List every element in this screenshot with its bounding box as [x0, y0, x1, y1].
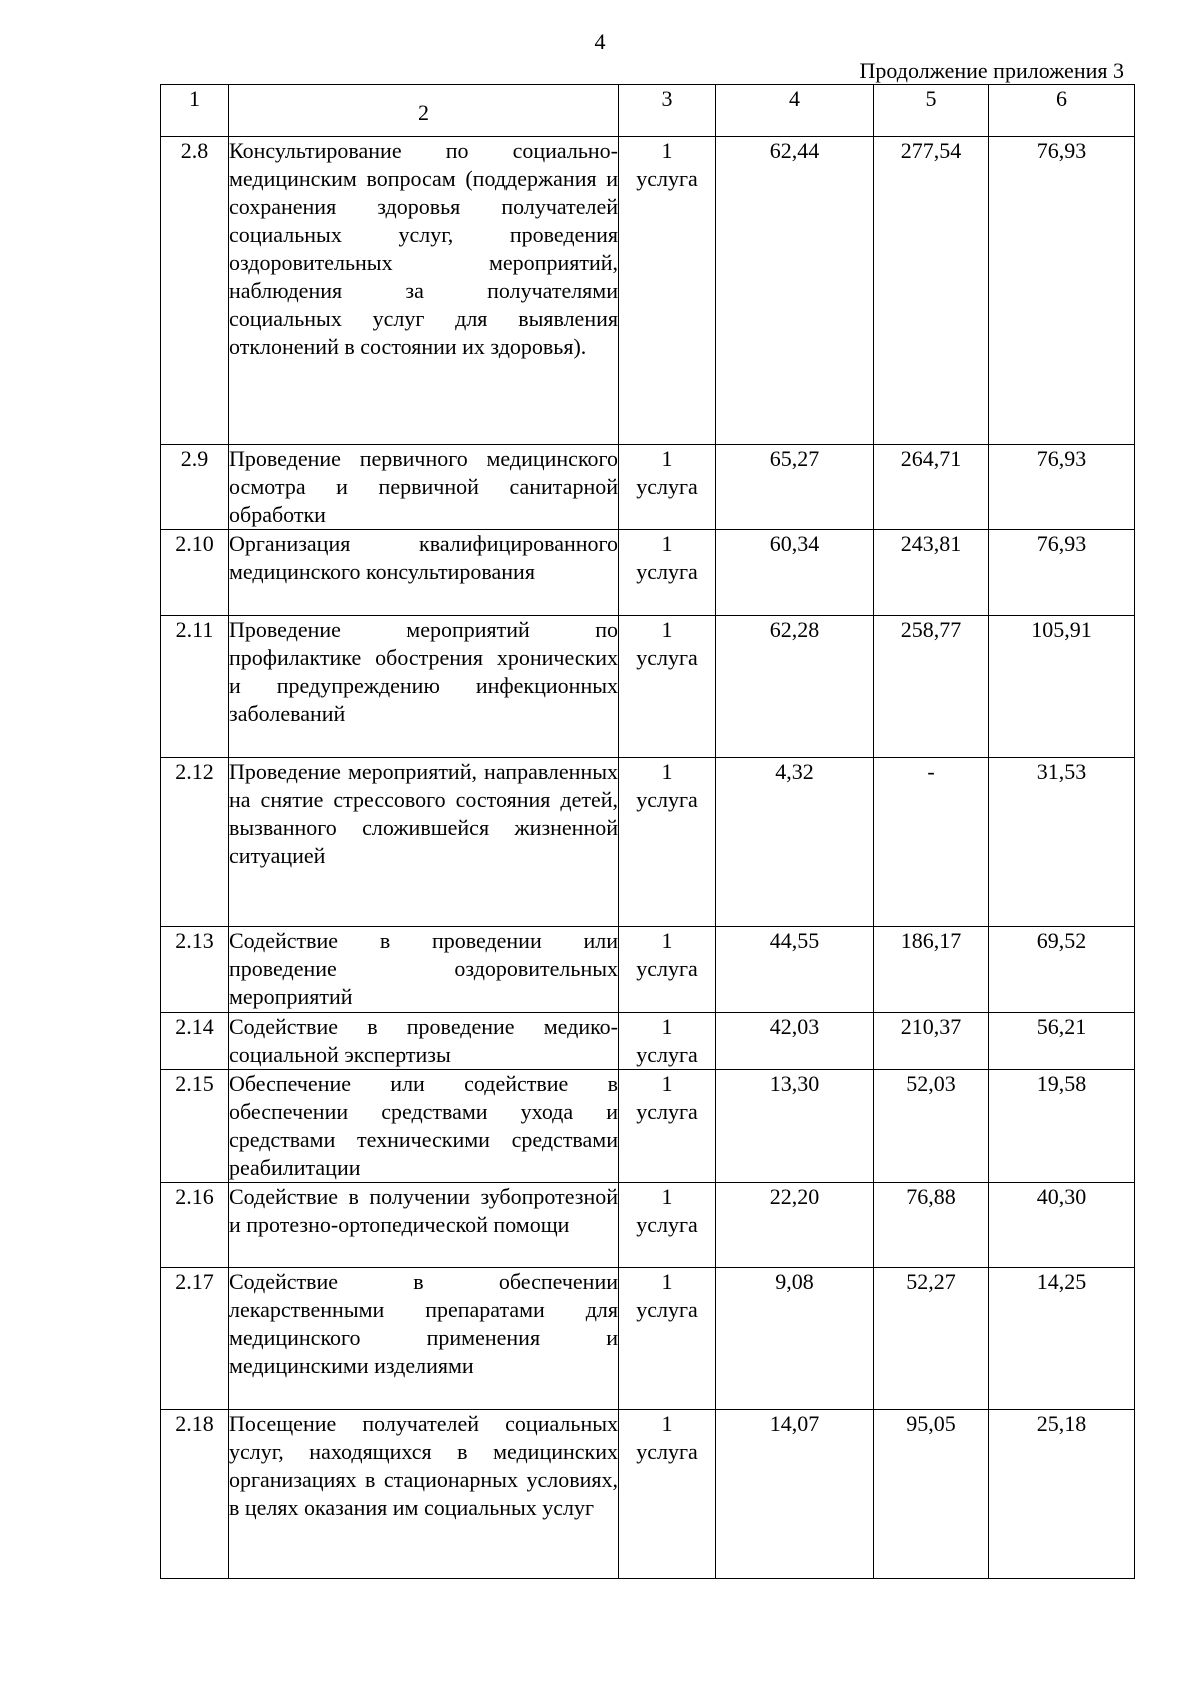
- value-col4: 60,34: [716, 530, 874, 616]
- value-col4: 4,32: [716, 758, 874, 927]
- service-name: Проведение первичного медицинского осмотра и первичной санитарной обработки: [229, 445, 619, 530]
- row-number: 2.16: [161, 1183, 229, 1268]
- value-col6: 105,91: [989, 616, 1135, 758]
- value-col5: 76,88: [874, 1183, 989, 1268]
- value-col5: 95,05: [874, 1410, 989, 1579]
- unit-qty: 1: [661, 617, 673, 642]
- unit-name: услуга: [636, 1099, 698, 1124]
- service-name: Содействие в получении зубопротезной и протезно-ортопедической помощи: [229, 1183, 619, 1268]
- unit-cell: [619, 1013, 716, 1070]
- unit-qty: 1: [661, 138, 673, 163]
- service-name: Обеспечение или содействие в обеспечении средствами ухода и средствами техническими средствами реабилитации: [229, 1070, 619, 1183]
- unit-cell: [619, 1183, 716, 1268]
- value-col5: -: [874, 758, 989, 927]
- value-col6: 19,58: [989, 1070, 1135, 1183]
- unit-cell: [619, 927, 716, 1013]
- header-cell: 1: [161, 85, 229, 137]
- service-name: Организация квалифицированного медицинского консультирования: [229, 530, 619, 616]
- table-header-row: [161, 85, 1135, 137]
- unit-qty: 1: [661, 759, 673, 784]
- unit-cell: [619, 1070, 716, 1183]
- unit-cell: [619, 1410, 716, 1579]
- value-col5: 243,81: [874, 530, 989, 616]
- unit-cell: [619, 530, 716, 616]
- header-cell: 4: [716, 85, 874, 137]
- value-col4: 65,27: [716, 445, 874, 530]
- unit-cell: [619, 445, 716, 530]
- value-col5: 186,17: [874, 927, 989, 1013]
- value-col4: 22,20: [716, 1183, 874, 1268]
- page-number: 4: [594, 29, 606, 54]
- row-number: 2.9: [161, 445, 229, 530]
- unit-name: услуга: [636, 956, 698, 981]
- unit-name: услуга: [636, 1297, 698, 1322]
- service-name: Содействие в обеспечении лекарственными препаратами для медицинского применения и медицинскими изделиями: [229, 1268, 619, 1410]
- service-name: Проведение мероприятий, направленных на снятие стрессового состояния детей, вызванного сложившейся жизненной ситуацией: [229, 758, 619, 927]
- service-name: Проведение мероприятий по профилактике обострения хронических и предупреждению инфекционных заболеваний: [229, 616, 619, 758]
- table-row: [161, 1070, 1135, 1183]
- value-col5: 264,71: [874, 445, 989, 530]
- value-col6: 56,21: [989, 1013, 1135, 1070]
- value-col6: 76,93: [989, 445, 1135, 530]
- table-row: [161, 1410, 1135, 1579]
- table-row: [161, 1183, 1135, 1268]
- table-row: [161, 445, 1135, 530]
- value-col5: 52,03: [874, 1070, 989, 1183]
- value-col4: 14,07: [716, 1410, 874, 1579]
- table-row: [161, 758, 1135, 927]
- value-col6: 76,93: [989, 530, 1135, 616]
- unit-cell: [619, 1268, 716, 1410]
- unit-qty: 1: [661, 446, 673, 471]
- header-cell: 6: [989, 85, 1135, 137]
- value-col4: 44,55: [716, 927, 874, 1013]
- unit-name: услуга: [636, 559, 698, 584]
- service-name: Содействие в проведение медико-социальной экспертизы: [229, 1013, 619, 1070]
- services-table: [160, 84, 1135, 1579]
- row-number: 2.17: [161, 1268, 229, 1410]
- unit-name: услуга: [636, 1439, 698, 1464]
- table-row: [161, 616, 1135, 758]
- unit-name: услуга: [636, 645, 698, 670]
- unit-name: услуга: [636, 166, 698, 191]
- value-col5: 277,54: [874, 137, 989, 445]
- value-col5: 258,77: [874, 616, 989, 758]
- value-col5: 52,27: [874, 1268, 989, 1410]
- service-name: Содействие в проведении или проведение оздоровительных мероприятий: [229, 927, 619, 1013]
- value-col6: 69,52: [989, 927, 1135, 1013]
- unit-name: услуга: [636, 1042, 698, 1067]
- row-number: 2.11: [161, 616, 229, 758]
- unit-qty: 1: [661, 1411, 673, 1436]
- header-cell: 3: [619, 85, 716, 137]
- value-col4: 42,03: [716, 1013, 874, 1070]
- continuation-label: Продолжение приложения 3: [859, 58, 1124, 83]
- value-col4: 9,08: [716, 1268, 874, 1410]
- table-row: [161, 927, 1135, 1013]
- unit-qty: 1: [661, 928, 673, 953]
- unit-cell: [619, 758, 716, 927]
- row-number: 2.18: [161, 1410, 229, 1579]
- row-number: 2.10: [161, 530, 229, 616]
- row-number: 2.8: [161, 137, 229, 445]
- unit-qty: 1: [661, 1184, 673, 1209]
- row-number: 2.15: [161, 1070, 229, 1183]
- unit-name: услуга: [636, 474, 698, 499]
- service-name: Консультирование по социально-медицинским вопросам (поддержания и сохранения здоровья получателей социальных услуг, проведения оздоровительных мероприятий, наблюдения за получателями социальных услуг для выявления отклонений в состоянии их здоровья).: [229, 137, 619, 445]
- value-col4: 62,28: [716, 616, 874, 758]
- table-row: [161, 1013, 1135, 1070]
- value-col4: 62,44: [716, 137, 874, 445]
- unit-qty: 1: [661, 1269, 673, 1294]
- unit-cell: [619, 616, 716, 758]
- unit-cell: [619, 137, 716, 445]
- unit-name: услуга: [636, 787, 698, 812]
- unit-qty: 1: [661, 531, 673, 556]
- row-number: 2.12: [161, 758, 229, 927]
- row-number: 2.13: [161, 927, 229, 1013]
- table-row: [161, 530, 1135, 616]
- unit-qty: 1: [661, 1014, 673, 1039]
- service-name: Посещение получателей социальных услуг, находящихся в медицинских организациях в стационарных условиях, в целях оказания им социальных услуг: [229, 1410, 619, 1579]
- value-col5: 210,37: [874, 1013, 989, 1070]
- value-col6: 76,93: [989, 137, 1135, 445]
- header-cell: 5: [874, 85, 989, 137]
- unit-qty: 1: [661, 1071, 673, 1096]
- value-col6: 25,18: [989, 1410, 1135, 1579]
- value-col6: 14,25: [989, 1268, 1135, 1410]
- row-number: 2.14: [161, 1013, 229, 1070]
- header-cell: 2: [229, 85, 619, 137]
- table-row: [161, 1268, 1135, 1410]
- value-col4: 13,30: [716, 1070, 874, 1183]
- unit-name: услуга: [636, 1212, 698, 1237]
- table-row: [161, 137, 1135, 445]
- value-col6: 31,53: [989, 758, 1135, 927]
- value-col6: 40,30: [989, 1183, 1135, 1268]
